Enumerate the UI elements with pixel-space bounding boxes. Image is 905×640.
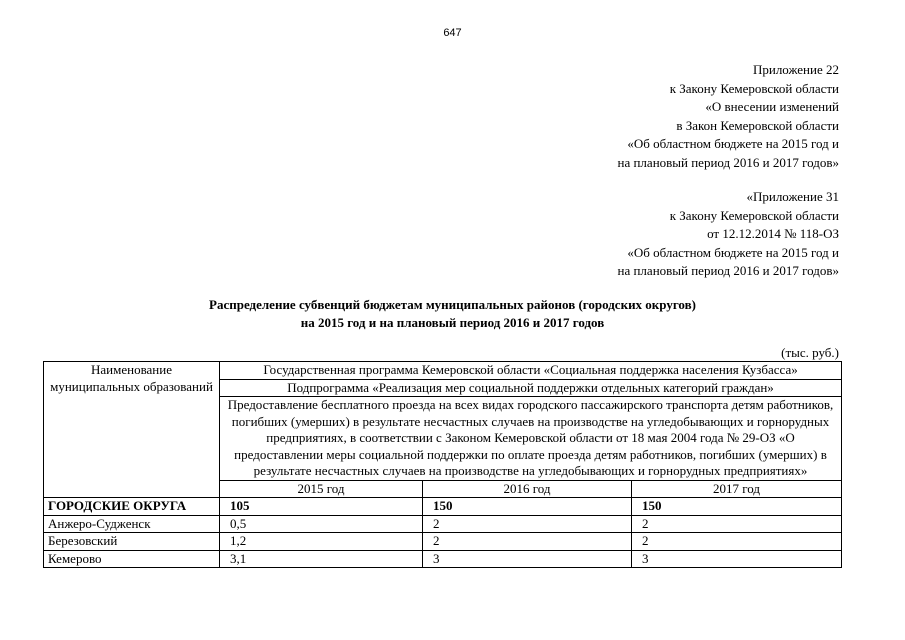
- appendix-line: к Закону Кемеровской области: [669, 207, 839, 223]
- row-name: Кемерово: [44, 550, 220, 568]
- appendix-line: Приложение 22: [752, 62, 839, 77]
- measure-header: Предоставление бесплатного проезда на всех видах городского пассажирского транспорта детям работников, погибших (умерших) в результате несчастных случаев на производстве на угледобывающих и горнорудных предприятиях, в соответствии с Законом Кемеровской области от 18 мая 2004 года № 29-ОЗ «О предоставлении меры социальной поддержки по оплате проезда детям работников, погибших (умерших) в результате несчастных случаев на производстве на угледобывающих и горнорудных предприятиях»: [220, 397, 842, 481]
- value-2015: 3,1: [220, 550, 423, 568]
- appendix-line: на плановый период 2016 и 2017 годов»: [617, 154, 839, 170]
- appendix-line: в Закон Кемеровской области: [676, 117, 839, 133]
- value-2016: 2: [423, 533, 632, 551]
- program-header: Государственная программа Кемеровской области «Социальная поддержка населения Кузбасса»: [220, 362, 842, 380]
- name-column-header: Наименование муниципальных образований: [44, 362, 220, 498]
- value-2016: 2: [423, 515, 632, 533]
- year-header-2016: 2016 год: [423, 480, 632, 498]
- value-2015: 0,5: [220, 515, 423, 533]
- row-name: Анжеро-Судженск: [44, 515, 220, 533]
- appendix-line: к Закону Кемеровской области: [669, 80, 839, 96]
- subprogram-header: Подпрограмма «Реализация мер социальной поддержки отдельных категорий граждан»: [220, 379, 842, 397]
- value-2016: 150: [423, 498, 632, 516]
- document-title: [0, 296, 905, 332]
- appendix-line: «Об областном бюджете на 2015 год и: [627, 136, 839, 151]
- program-row: [44, 362, 842, 380]
- table-row-total: [44, 498, 842, 516]
- value-2015: 105: [220, 498, 423, 516]
- appendix-31-header: [618, 188, 840, 281]
- row-name: Березовский: [44, 533, 220, 551]
- table-row: [44, 550, 842, 568]
- appendix-22-header: [618, 61, 840, 172]
- appendix-line: «О внесении изменений: [705, 99, 839, 114]
- year-header-2017: 2017 год: [632, 480, 842, 498]
- appendix-line: «Об областном бюджете на 2015 год и: [627, 244, 839, 260]
- table-row: [44, 533, 842, 551]
- appendix-line: «Приложение 31: [746, 189, 839, 204]
- value-2015: 1,2: [220, 533, 423, 551]
- units-label: (тыс. руб.): [781, 345, 839, 360]
- value-2017: 150: [632, 498, 842, 516]
- value-2017: 2: [632, 533, 842, 551]
- year-header-2015: 2015 год: [220, 480, 423, 498]
- value-2017: 2: [632, 515, 842, 533]
- title-line-1: Распределение субвенций бюджетам муниципальных районов (городских округов): [209, 297, 696, 312]
- row-name: ГОРОДСКИЕ ОКРУГА: [44, 498, 220, 516]
- appendix-line: на плановый период 2016 и 2017 годов»: [617, 263, 839, 278]
- page-number: 647: [443, 27, 462, 39]
- subvention-table: [43, 361, 842, 568]
- value-2016: 3: [423, 550, 632, 568]
- table-row: [44, 515, 842, 533]
- appendix-line: от 12.12.2014 № 118-ОЗ: [707, 226, 839, 241]
- value-2017: 3: [632, 550, 842, 568]
- title-line-2: на 2015 год и на плановый период 2016 и 2017 годов: [300, 315, 605, 330]
